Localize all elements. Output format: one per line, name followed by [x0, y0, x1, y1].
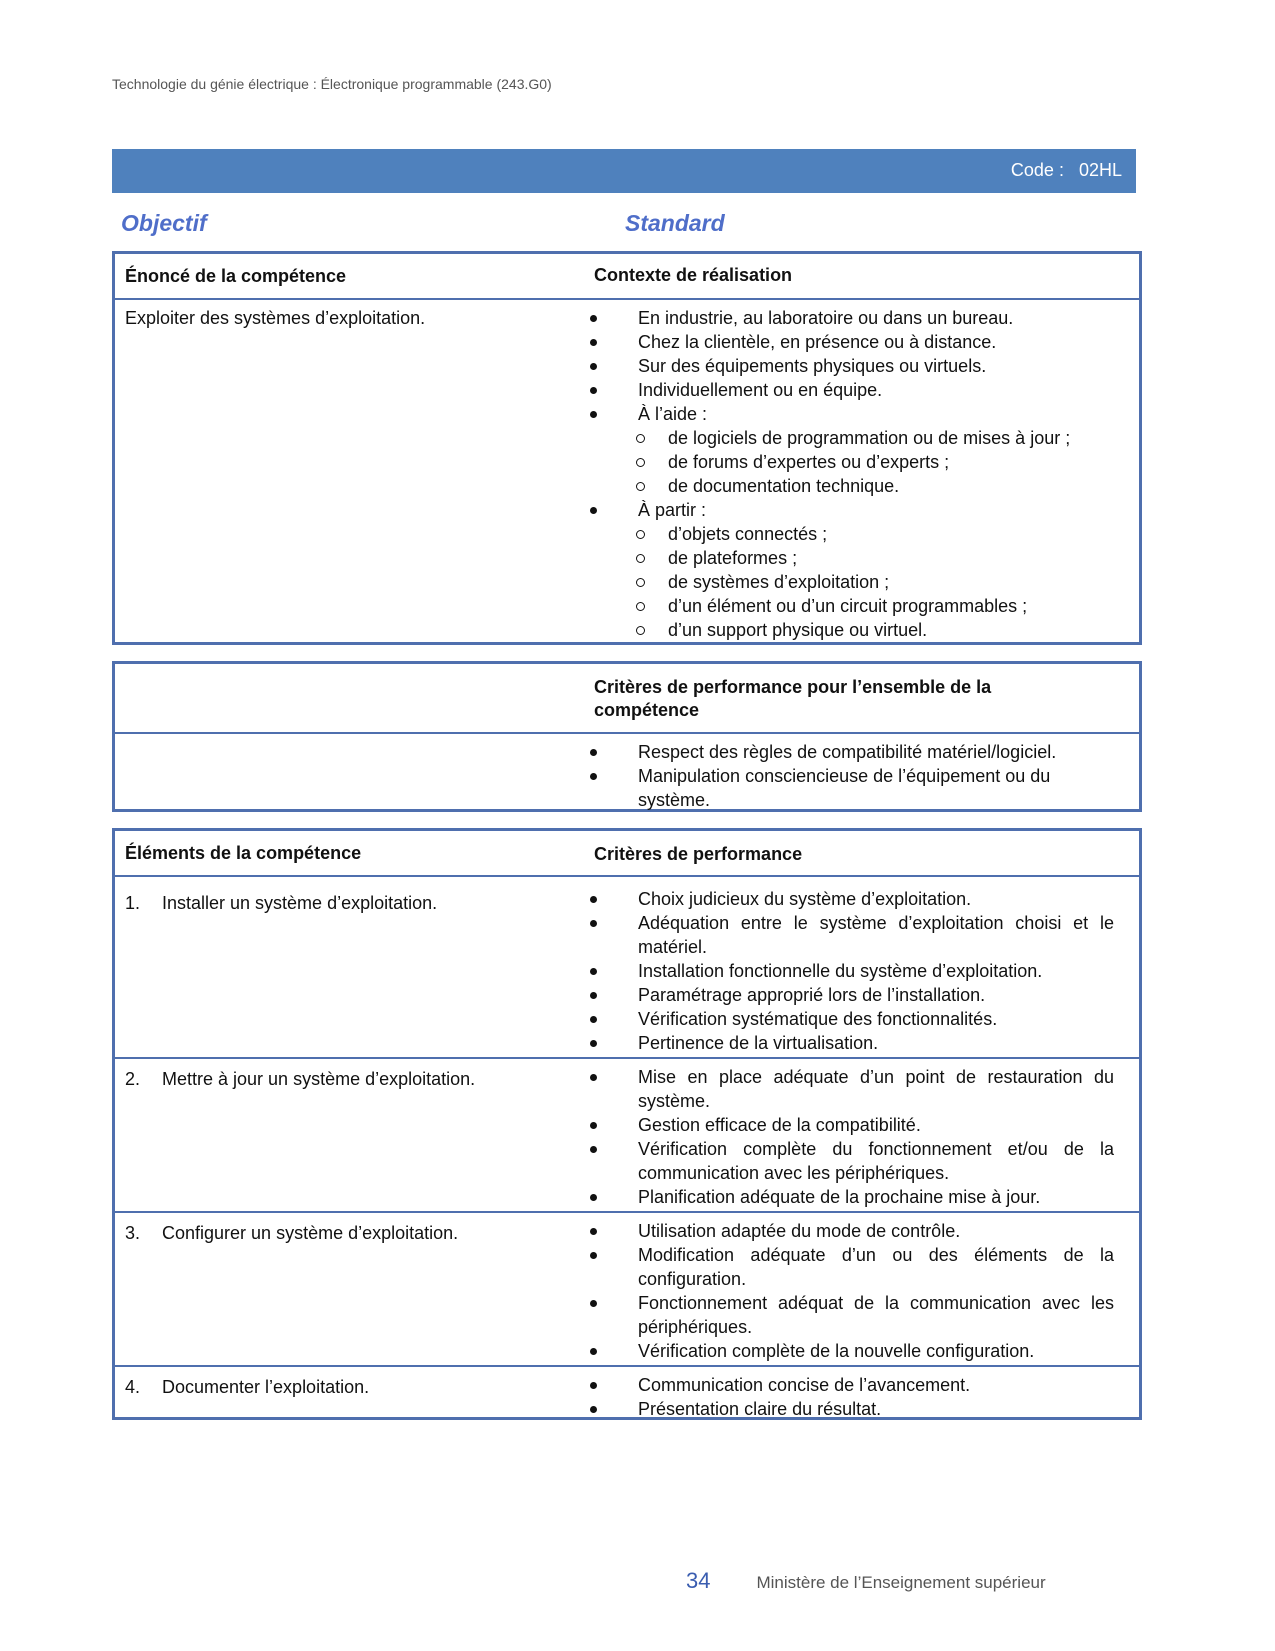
element-text: Configurer un système d’exploitation. — [162, 1223, 459, 1243]
code-label-text: Code : — [1010, 160, 1064, 180]
table-row — [115, 875, 1139, 1057]
context-text: Individuellement ou en équipe. — [638, 380, 883, 400]
context-text: Sur des équipements physiques ou virtuels. — [638, 356, 987, 376]
competence-statement-header: Énoncé de la compétence — [125, 266, 347, 286]
list-item: Utilisation adaptée du mode de contrôle. — [586, 1219, 1114, 1243]
sub-list-item: de plateformes ; — [586, 546, 1114, 570]
context-header: Contexte de réalisation — [594, 265, 793, 285]
elements-box — [112, 828, 1142, 1420]
sub-list-item: de documentation technique. — [586, 474, 1114, 498]
list-item: Communication concise de l’avancement. — [586, 1373, 1114, 1397]
list-item: Installation fonctionnelle du système d’exploitation. — [586, 959, 1114, 983]
list-item — [586, 330, 1114, 354]
table-row — [115, 1365, 1139, 1423]
criteria-list — [586, 1219, 1114, 1363]
objectif-title: Objectif — [121, 210, 207, 236]
list-item: Manipulation consciencieuse de l’équipement ou du système. — [586, 764, 1114, 812]
sub-list-item: de forums d’expertes ou d’experts ; — [586, 450, 1114, 474]
list-item: Gestion efficace de la compatibilité. — [586, 1113, 1114, 1137]
code-label — [1011, 160, 1122, 181]
element-number: 1. — [125, 893, 141, 913]
competence-box — [112, 251, 1142, 645]
sub-list-item: d’objets connectés ; — [586, 522, 1114, 546]
list-item: Présentation claire du résultat. — [586, 1397, 1114, 1421]
sub-list-item: d’un support physique ou virtuel. — [586, 618, 1114, 642]
element-text: Mettre à jour un système d’exploitation. — [162, 1069, 476, 1089]
context-text: Chez la clientèle, en présence ou à distance. — [638, 332, 997, 352]
criteria-header: Critères de performance — [594, 844, 803, 864]
sub-list-item: de systèmes d’exploitation ; — [586, 570, 1114, 594]
context-list — [586, 306, 1114, 642]
code-value: 02HL — [1078, 160, 1122, 180]
context-text: À partir : — [638, 500, 707, 520]
sub-list-item: de logiciels de programmation ou de mises à jour ; — [586, 426, 1114, 450]
element-text: Installer un système d’exploitation. — [162, 893, 438, 913]
page-footer — [686, 1568, 1046, 1594]
list-item — [586, 378, 1114, 402]
sub-list — [638, 522, 1114, 642]
list-item: Fonctionnement adéquat de la communication avec les périphériques. — [586, 1291, 1114, 1339]
table-row — [115, 1211, 1139, 1365]
running-header: Technologie du génie électrique : Électronique programmable (243.G0) — [112, 76, 552, 92]
list-item — [586, 402, 1114, 498]
list-item — [586, 354, 1114, 378]
list-item: Respect des règles de compatibilité matériel/logiciel. — [586, 740, 1114, 764]
elements-header: Éléments de la compétence — [125, 843, 362, 863]
list-item: Paramétrage approprié lors de l’installation. — [586, 983, 1114, 1007]
list-item: Vérification systématique des fonctionnalités. — [586, 1007, 1114, 1031]
element-number: 3. — [125, 1223, 141, 1243]
list-item: Planification adéquate de la prochaine mise à jour. — [586, 1185, 1114, 1209]
performance-list — [586, 740, 1114, 812]
performance-box-header — [115, 664, 1139, 734]
elements-box-header — [115, 831, 1139, 875]
standard-title: Standard — [625, 210, 725, 236]
list-item: Modification adéquate d’un ou des éléments de la configuration. — [586, 1243, 1114, 1291]
sub-list-item: d’un élément ou d’un circuit programmables ; — [586, 594, 1114, 618]
list-item — [586, 498, 1114, 642]
performance-box — [112, 661, 1142, 812]
criteria-list — [586, 1065, 1114, 1209]
list-item: Adéquation entre le système d’exploitation choisi et le matériel. — [586, 911, 1114, 959]
element-text: Documenter l’exploitation. — [162, 1377, 370, 1397]
page-number: 34 — [686, 1568, 711, 1593]
list-item: Vérification complète de la nouvelle configuration. — [586, 1339, 1114, 1363]
competence-box-header — [115, 254, 1139, 300]
list-item: Choix judicieux du système d’exploitation. — [586, 887, 1114, 911]
criteria-list — [586, 887, 1114, 1055]
element-number: 2. — [125, 1069, 141, 1089]
context-text: À l’aide : — [638, 404, 708, 424]
list-item: Vérification complète du fonctionnement et/ou de la communication avec les périphériques. — [586, 1137, 1114, 1185]
competence-statement: Exploiter des systèmes d’exploitation. — [125, 308, 426, 328]
list-item: Mise en place adéquate d’un point de restauration du système. — [586, 1065, 1114, 1113]
performance-header: Critères de performance pour l’ensemble de la compétence — [594, 677, 992, 720]
element-number: 4. — [125, 1377, 141, 1397]
code-band — [112, 149, 1136, 193]
sub-list — [638, 426, 1114, 498]
list-item: Pertinence de la virtualisation. — [586, 1031, 1114, 1055]
ministry-name: Ministère de l’Enseignement supérieur — [756, 1573, 1046, 1592]
criteria-list — [586, 1373, 1114, 1421]
table-row — [115, 1057, 1139, 1211]
list-item — [586, 306, 1114, 330]
context-text: En industrie, au laboratoire ou dans un bureau. — [638, 308, 1014, 328]
